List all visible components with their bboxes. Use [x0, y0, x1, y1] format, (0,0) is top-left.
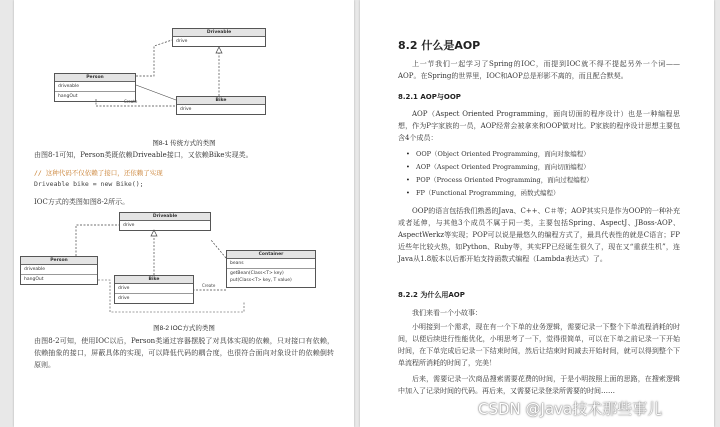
code-block	[34, 168, 334, 190]
list-item: • POP（Process Oriented Programming，面向过程编程）	[406, 174, 676, 187]
uml-field: drive	[115, 284, 193, 294]
list-item: • OOP（Object Oriented Programming，面向对象编程）	[406, 148, 676, 161]
uml-field: driveable	[21, 265, 97, 275]
subsection-heading: 8.2.1 AOP与OOP	[398, 93, 461, 101]
paragraph: IOC方式的类图如图8-2所示。	[34, 198, 130, 206]
uml-member: drive	[180, 107, 192, 112]
paragraph: OOP的语言包括我们熟悉的Java、C++、C＃等；AOP其实只是作为OOP的一种补充或者延伸，与其他3个成员不属于同一类，主要包括Spring、AspectJ、JBoss-AOP、AspectWerkz等实现；POP可以说是最悠久的编程方式了，最具代表性的就是C语言；FP近些年比较火热，如Python、Ruby等，其实FP已经诞生很久了，现在又“重获生机”，连Java从1.8版本以后都开始支持函数式编程（Lambda表达式）了。	[398, 207, 680, 263]
uml-class-person	[54, 73, 136, 102]
uml-class-name: Container	[227, 251, 315, 259]
uml-class-driveable	[119, 212, 211, 231]
uml-class-name: Person	[21, 257, 97, 265]
paragraph: AOP（Aspect Oriented Programming，面向切面的程序设计）也是一种编程思想，作为P字家族的一员，AOP经常会被拿来和OOP做对比。P家族的程序设计思想主要包含4个成员：	[398, 110, 680, 142]
paragraph: 由图8-1可知，Person类既依赖Driveable接口，又依赖Bike实现类。	[34, 151, 253, 159]
p-family-list	[406, 148, 676, 200]
realization-arrowhead	[216, 47, 222, 53]
uml-field: driveable	[55, 82, 135, 92]
uml-method: hangOut	[58, 94, 78, 99]
uml-class-bike	[114, 275, 194, 304]
uml-class-name: Bike	[115, 276, 193, 284]
uml-class-bike	[176, 96, 266, 115]
dependency-arrow	[136, 40, 172, 76]
uml-method: drive	[118, 296, 130, 301]
figure-caption: 图8-1 传统方式的类图	[152, 140, 216, 147]
uml-class-name: Bike	[177, 97, 265, 105]
paragraph: 上一节我们一起学习了Spring的IOC，而提到IOC就不得不提起另外一个词——AOP。在Spring的世界里，IOC和AOP总是形影不离的，而且配合默契。	[398, 60, 680, 80]
uml-field: beans	[227, 259, 315, 269]
subsection-heading: 8.2.2 为什么用AOP	[398, 291, 465, 299]
uml-class-name: Driveable	[120, 213, 210, 221]
paragraph: 由图8-2可知，使用IOC以后，Person类通过容器摆脱了对具体实现的依赖，只对接口有依赖，依赖抽象的接口，屏蔽具体的实现，可以降低代码的耦合度，也很符合面向对象设计的依赖倒转原则。	[34, 337, 334, 369]
uml-methods	[227, 269, 315, 287]
association-line	[136, 85, 176, 100]
uml-create-label: Create	[202, 283, 216, 288]
right-page	[360, 0, 714, 427]
uml-class-driveable	[172, 28, 266, 47]
list-item: • AOP（Aspect Oriented Programming，面向切面编程）	[406, 161, 676, 174]
uml-method: getBean(Class<T> key)	[230, 271, 284, 276]
left-page	[14, 0, 354, 427]
figure-caption: 图8-2 IOC方式的类图	[153, 325, 215, 332]
dependency-arrow	[76, 225, 119, 256]
uml-member: drive	[176, 39, 188, 44]
section-heading: 8.2 什么是AOP	[398, 39, 481, 52]
uml-class-container	[226, 250, 316, 288]
csdn-watermark: CSDN @Java技术那些事儿	[478, 400, 663, 418]
paragraph: 后来，需要记录一次商品搜索需要花费的时间，于是小明按照上面的思路，在搜索逻辑中加入了记录时间的代码。再后来，又需要记录登录所需要的时间……	[398, 375, 680, 395]
uml-class-name: Person	[55, 74, 135, 82]
uml-method: put(Class<T> key, T value)	[230, 278, 292, 283]
paragraph: 小明接到一个需求，现在有一个下单的业务逻辑，需要记录一下整个下单流程消耗的时间，以便后续进行性能优化，小明思考了一下，觉得很简单，可以在下单之前记录一下开始时间，在下单完成后记录一下结束时间，然后让结束时间减去开始时间，就可以得到整个下单流程所消耗的时间了，完美！	[398, 323, 680, 367]
uml-member: drive	[123, 223, 135, 228]
code-line: Driveable bike = new Bike();	[34, 180, 144, 188]
container-dependency	[211, 240, 226, 258]
uml-class-person	[20, 256, 98, 285]
uml-create-label: Create	[124, 99, 138, 104]
paragraph: 我们来看一个小故事：	[412, 309, 482, 317]
uml-class-name: Driveable	[173, 29, 265, 37]
list-item: • FP（Functional Programming，函数式编程）	[406, 187, 676, 200]
uml-method: hangOut	[24, 277, 44, 282]
code-comment: // 这种代码不仅依赖了接口，还依赖了实现	[34, 169, 163, 177]
